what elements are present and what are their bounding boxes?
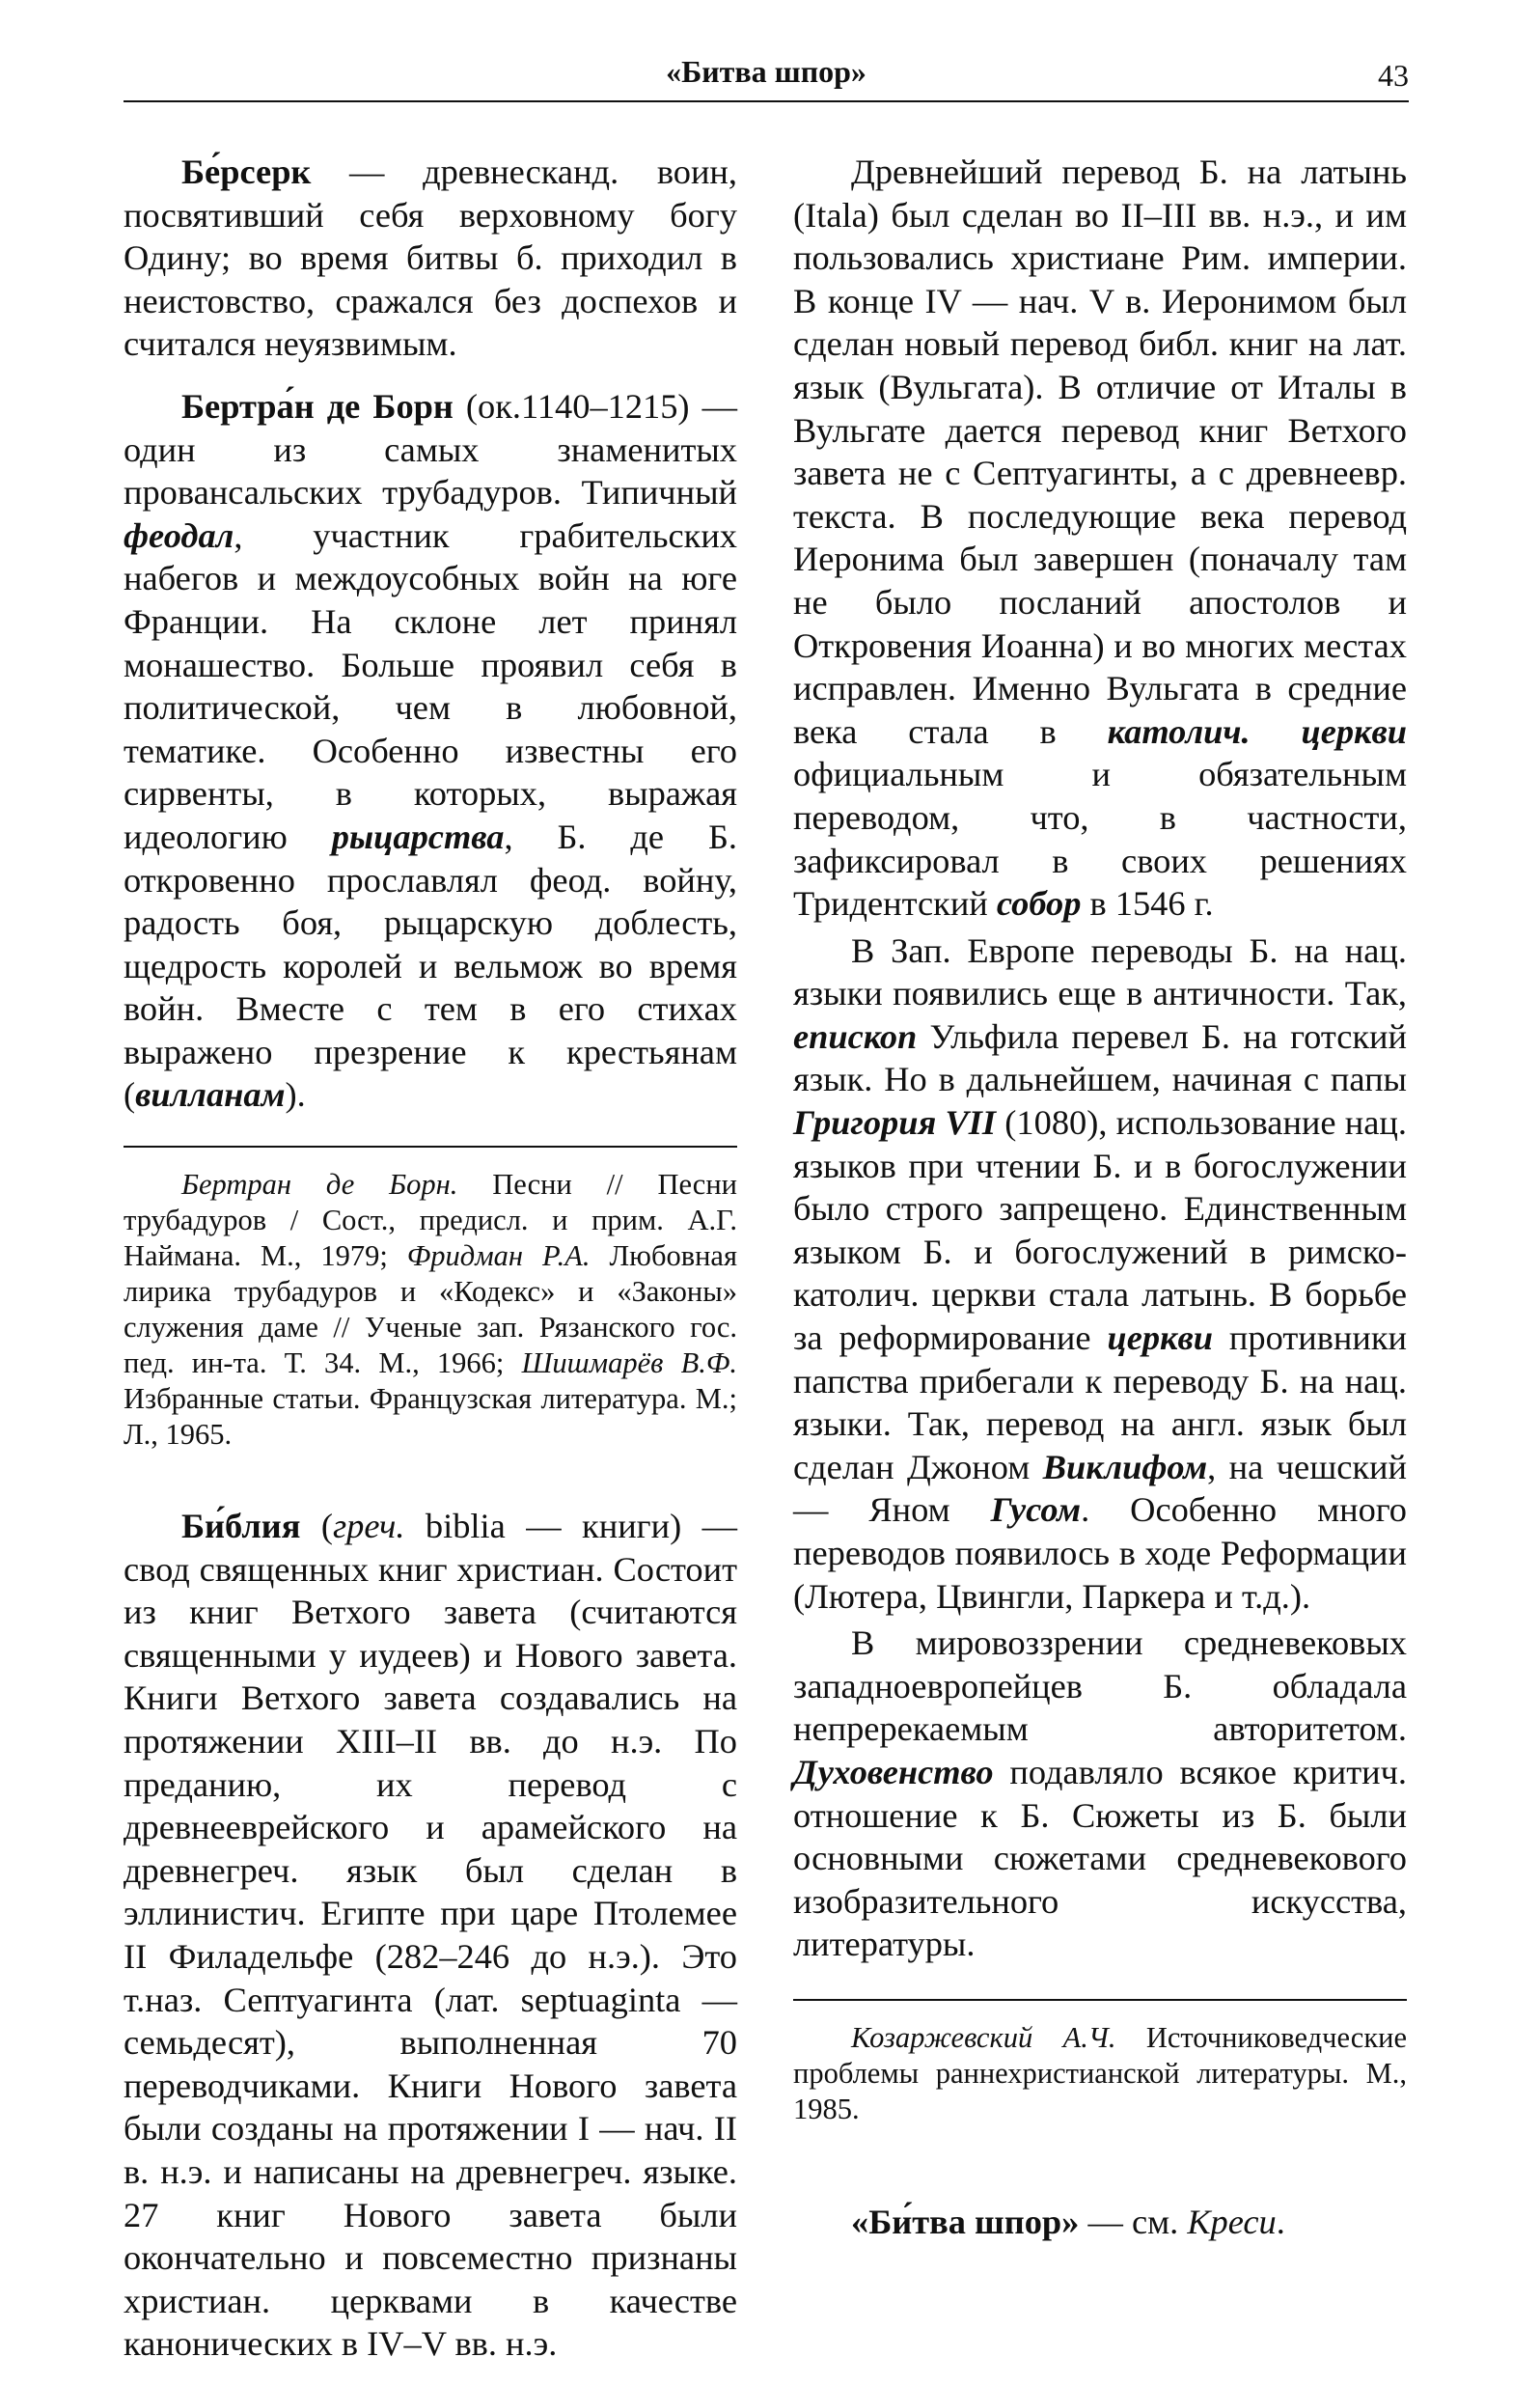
paragraph-text: В Зап. Европе переводы Б. на нац. языки появились еще в античности. Так, (793, 930, 1407, 1013)
bibliography-text (124, 1167, 737, 1453)
paragraph-text: Древнейший перевод Б. на латынь (Itala) был сделан во II–III вв. н.э., и им пользовались христиане Рим. империи. В конце IV — нач. V в. Иеронимом был сделан новый перевод библ. книг на лат. язык (Вульгата). В отличие от Италы в Вульгате дается перевод книг Ветхого завета не с Септуагинты, а с древнеевр. текста. В последующие века перевод Иеронима был завершен (поначалу там не было посланий апостолов и Откровения Иоанна) и во многих местах исправлен. Именно Вульгата в средние века стала в (793, 153, 1407, 751)
cross-reference-link[interactable]: феодал (124, 515, 234, 555)
headword: Бе́рсерк (181, 153, 312, 191)
running-head (124, 50, 1409, 97)
definition: ). (285, 1075, 306, 1115)
cross-reference-link[interactable]: церкви (1107, 1318, 1213, 1358)
cross-reference-link[interactable]: собор (996, 884, 1082, 924)
bibliography-bertran (124, 1146, 737, 1453)
ref-text: Любовная лирика трубадуров и «Кодекс» и «Законы» служения даме // Ученые зап. Рязанского гос. пед. ин-та. Т. 34. М., 1966; (124, 1239, 738, 1380)
ref-author: Козаржевский А.Ч. (851, 2020, 1116, 2054)
cross-reference-link[interactable]: католич. церкви (1107, 711, 1407, 751)
definition: biblia — книги) — свод священных книг христиан. Состоит из книг Ветхого завета (считаются священными у иудеев) и Нового завета. Книги Ветхого завета создавались на протяжении XIII–II вв. до н.э. По преданию, их перевод с древнееврейского и арамейского на древнегреч. язык был сделан в эллинистич. Египте при царе Птолемее II Филадельфе (282–246 до н.э.). Это т.наз. Септуагинта (лат. septuaginta — семьдесят), выполненная 70 переводчиками. Книги Нового завета были созданы на протяжении I — нач. II в. н.э. и написаны на древнегреч. языке. 27 книг Нового завета были окончательно и повсеместно признаны христиан. церквами в качестве канонических в IV–V вв. н.э. (124, 1507, 738, 2364)
ref-author: Бертран де Борн. (181, 1168, 458, 1202)
paragraph-text: Ульфила перевел Б. на готский язык. Но в дальнейшем, начиная с папы (793, 1016, 1407, 1099)
cross-reference-link[interactable]: Григория VII (793, 1103, 997, 1143)
ref-text: Избранные статьи. Французская литература. М.; Л., 1965. (124, 1382, 737, 1452)
left-column (124, 151, 737, 2385)
paragraph-text: . Особенно много переводов появилось в ходе Реформации (Лютера, Цвингли, Паркера и т.д.). (793, 1490, 1407, 1616)
cross-reference-link[interactable]: Креси (1187, 2202, 1277, 2241)
cross-reference-link[interactable]: Духовенство (793, 1752, 994, 1791)
definition: , Б. де Б. откровенно прославлял феод. войну, радость боя, рыцарскую доблесть, щедрость королей и вельмож во время войн. Вместе с тем в его стихах выражено презрение к крестьянам ( (124, 817, 738, 1115)
bible-paragraph-1 (793, 151, 1407, 926)
ref-text: Источниковедческие проблемы раннехристианской литературы. М., 1985. (793, 2020, 1407, 2125)
entry-bible (124, 1505, 737, 2366)
definition: — древнесканд. воин, посвятивший себя верховному богу Одину; во время битвы б. приходил в неистовство, сражался без доспехов и считался неуязвимым. (124, 153, 737, 364)
paragraph-text: противники папства прибегали к переводу Б. на нац. языки. Так, перевод на англ. язык был сделан Джоном (793, 1318, 1407, 1486)
header-rule (124, 100, 1409, 102)
right-column (793, 151, 1407, 2263)
bible-paragraph-2 (793, 929, 1407, 1619)
definition: — см. (1079, 2202, 1188, 2241)
entry-bitva-shpor (793, 2201, 1407, 2244)
entry-text (793, 2201, 1407, 2244)
paragraph-text: подавляло всякое критич. отношение к Б. Сюжеты из Б. были основными сюжетами средневекового изобразительного искусства, литературы. (793, 1752, 1407, 1964)
paragraph-text: официальным и обязательным переводом, что, в частности, зафиксировал в своих решениях Тридентский (793, 755, 1407, 924)
entry-berserk (124, 151, 737, 366)
entry-text (124, 1505, 737, 2366)
language-label: греч. (332, 1507, 405, 1546)
paragraph-text: в 1546 г. (1081, 884, 1214, 924)
entry-text (124, 385, 737, 1117)
paragraph-text: В мировоззрении средневековых западноевропейцев Б. обладала непререкаемым авторитетом. (793, 1623, 1407, 1749)
cross-reference-link[interactable]: Виклифом (1042, 1447, 1208, 1486)
bibliography-bible (793, 1999, 1407, 2127)
cross-reference-link[interactable]: Гусом (990, 1490, 1082, 1530)
headword: Би́блия (181, 1507, 301, 1546)
paragraph-text: (1080), использование нац. языков при чтении Б. и в богослужении было строго запрещено. Единственным языком Б. и богослужений в римско-католич. церкви стала латынь. В борьбе за реформирование (793, 1103, 1408, 1358)
entry-bertran-de-born (124, 385, 737, 1117)
ref-author: Шишмарёв В.Ф. (521, 1346, 737, 1380)
page-number: 43 (1378, 58, 1409, 93)
definition: . (1276, 2202, 1285, 2241)
entry-text (124, 151, 737, 366)
cross-reference-link[interactable]: епископ (793, 1016, 918, 1056)
running-title: «Битва шпор» (666, 54, 866, 89)
definition: ( (300, 1507, 333, 1546)
cross-reference-link[interactable]: вилланам (135, 1075, 286, 1115)
headword: Бертра́н де Борн (181, 386, 454, 426)
bible-paragraph-3 (793, 1622, 1407, 1966)
bibliography-text (793, 2020, 1407, 2127)
ref-text: Песни // Песни трубадуров / Сост., предисл. и прим. А.Г. Наймана. М., 1979; (124, 1168, 737, 1273)
ref-author: Фридман Р.А. (406, 1239, 591, 1273)
definition: (ок.1140–1215) — один из самых знаменитых провансальских трубадуров. Типичный (124, 386, 737, 513)
headword: «Би́тва шпор» (851, 2202, 1080, 2241)
paragraph-text: , на чешский — Яном (793, 1447, 1407, 1530)
definition: , участник грабительских набегов и междоусобных войн на юге Франции. На склоне лет принял монашество. Больше проявил себя в политической, чем в любовной, тематике. Особенно известны его сирвенты, в которых, выражая идеологию (124, 515, 737, 856)
cross-reference-link[interactable]: рыцарства (331, 817, 505, 856)
